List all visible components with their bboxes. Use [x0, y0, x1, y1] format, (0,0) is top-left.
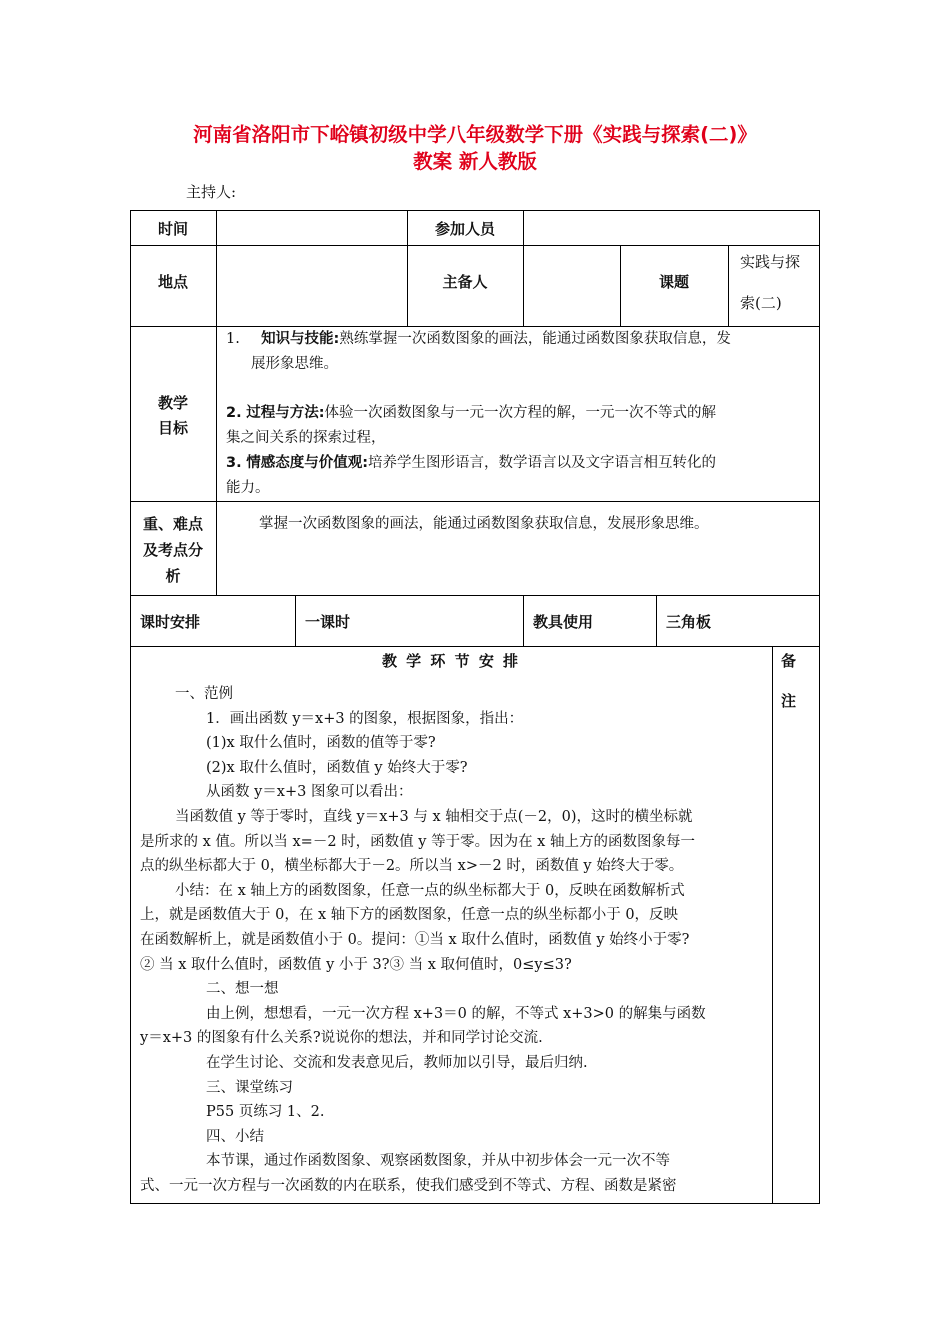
key-points-label-line-3: 析	[165, 567, 181, 585]
objective-heading: 情感态度与价值观:	[246, 455, 369, 471]
schedule-value: 一课时	[305, 613, 351, 631]
lesson-plan-table	[130, 210, 820, 1204]
objectives-label-line-2: 目标	[157, 419, 188, 437]
schedule-label: 课时安排	[140, 613, 201, 631]
host-label: 主持人:	[186, 183, 237, 201]
objective-item-1	[226, 327, 816, 352]
section-heading: 四、小结	[206, 1128, 264, 1145]
note-label-line-2: 注	[781, 692, 797, 710]
col-divider	[523, 595, 524, 646]
col-divider	[216, 210, 217, 595]
teaching-line: 是所求的 x 值。所以当 x=－2 时，函数值 y 等于零。因为在 x 轴上方的函数图象每一	[140, 833, 695, 850]
teaching-line: 式、一元一次方程与一次函数的内在联系，使我们感受到不等式、方程、函数是紧密	[140, 1178, 677, 1194]
teaching-line: 在学生讨论、交流和发表意见后，教师加以引导，最后归纳.	[206, 1055, 588, 1071]
objective-text: 体验一次函数图象与一元一次方程的解，一元一次不等式的解	[324, 405, 717, 421]
teaching-line: 1．画出函数 y＝x+3 的图象，根据图象，指出：	[206, 710, 524, 727]
objective-text: 熟练掌握一次函数图象的画法，能通过函数图象获取信息，发	[339, 331, 731, 347]
row-divider	[130, 245, 820, 246]
table-border-left	[130, 210, 131, 1204]
section-heading: 三、课堂练习	[206, 1079, 293, 1096]
teaching-line: ② 当 x 取什么值时，函数值 y 小于 3?③ 当 x 取何值时，0≤y≤3?	[140, 956, 572, 973]
objective-item-1-cont: 展形象思维。	[251, 356, 338, 372]
objective-heading: 过程与方法:	[246, 405, 325, 421]
objective-number: 2.	[226, 405, 242, 421]
teaching-line: 从函数 y＝x+3 图象可以看出：	[206, 784, 413, 801]
title-line-1: 河南省洛阳市下峪镇初级中学八年级数学下册《实践与探索(二)》	[193, 123, 757, 146]
teaching-line: 由上例，想想看，一元一次方程 x+3＝0 的解，不等式 x+3>0 的解集与函数	[206, 1005, 706, 1022]
teaching-line: 当函数值 y 等于零时，直线 y＝x+3 与 x 轴相交于点(－2，0)，这时的横坐标就	[175, 809, 693, 825]
key-points-label-line-1: 重、难点	[142, 515, 203, 533]
place-label: 地点	[157, 273, 188, 291]
col-divider	[523, 210, 524, 326]
section-heading: 一、范例	[175, 686, 233, 702]
objective-item-3-cont: 能力。	[226, 480, 270, 496]
objective-number: 3.	[226, 455, 242, 471]
teaching-line: (2)x 取什么值时，函数值 y 始终大于零?	[206, 759, 468, 776]
objective-item-2	[226, 401, 816, 426]
key-points-label	[130, 511, 216, 589]
document-title	[0, 121, 950, 175]
table-border-right	[819, 210, 820, 1204]
objective-text: 培养学生图形语言，数学语言以及文字语言相互转化的	[368, 455, 717, 471]
teaching-line: P55 页练习 1、2.	[206, 1104, 325, 1121]
objective-item-2-cont: 集之间关系的探索过程，	[226, 430, 386, 446]
table-border-top	[130, 210, 820, 211]
preparer-label: 主备人	[442, 273, 488, 291]
teaching-heading: 教 学 环 节 安 排	[381, 652, 521, 670]
topic-value-line-2: 索(二)	[740, 294, 782, 312]
row-divider	[130, 501, 820, 502]
objective-item-3	[226, 451, 816, 476]
objectives-label	[130, 391, 216, 441]
col-divider	[295, 595, 296, 646]
col-divider	[728, 245, 729, 326]
key-points-label-line-2: 及考点分	[142, 541, 203, 559]
teaching-line: 本节课，通过作函数图象、观察函数图象，并从中初步体会一元一次不等	[206, 1153, 670, 1170]
tools-value: 三角板	[666, 613, 712, 631]
teaching-line: 小结：在 x 轴上方的函数图象，任意一点的纵坐标都大于 0，反映在函数解析式	[175, 882, 685, 899]
objective-number: 1.	[226, 331, 240, 347]
tools-label: 教具使用	[533, 613, 594, 631]
time-label: 时间	[157, 220, 188, 238]
teaching-line: 点的纵坐标都大于 0，横坐标都大于－2。所以当 x>－2 时，函数值 y 始终大于零。	[140, 858, 684, 875]
teaching-line: y＝x+3 的图象有什么关系?说说你的想法，并和同学讨论交流.	[140, 1030, 543, 1047]
table-border-bottom	[130, 1203, 820, 1204]
objective-heading: 知识与技能:	[261, 331, 340, 347]
title-line-2: 教案 新人教版	[413, 150, 537, 173]
row-divider	[130, 595, 820, 596]
col-divider	[656, 595, 657, 646]
teaching-line: 上，就是函数值大于 0，在 x 轴下方的函数图象，任意一点的纵坐标都小于 0，反映	[140, 907, 679, 924]
objectives-label-line-1: 教学	[157, 394, 188, 412]
note-label-line-1: 备	[781, 652, 797, 670]
teaching-line: (1)x 取什么值时，函数的值等于零?	[206, 735, 436, 752]
row-divider	[130, 646, 820, 647]
section-heading: 二、想一想	[206, 981, 279, 998]
participants-label: 参加人员	[434, 220, 495, 238]
topic-value-line-1: 实践与探	[740, 253, 801, 271]
teaching-line: 在函数解析上，就是函数值小于 0。提问：①当 x 取什么值时，函数值 y 始终小于零?	[140, 932, 690, 948]
key-points-text: 掌握一次函数图象的画法，能通过函数图象获取信息，发展形象思维。	[259, 516, 709, 532]
topic-label: 课题	[658, 273, 689, 291]
col-divider	[772, 646, 773, 1203]
